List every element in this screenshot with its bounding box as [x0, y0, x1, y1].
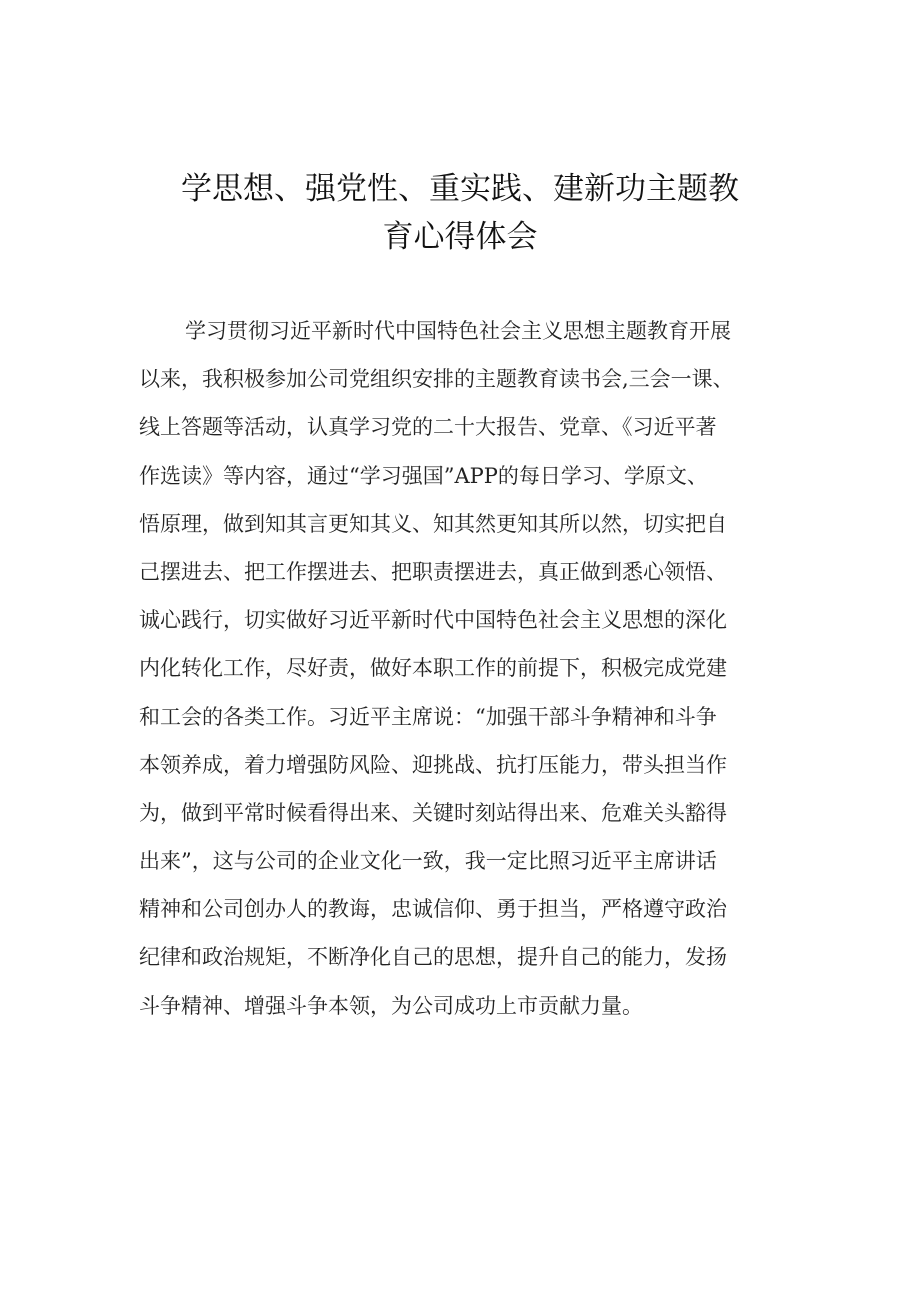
document-body	[139, 307, 799, 1030]
body-line: 为，做到平常时候看得出来、关键时刻站得出来、危难关头豁得	[139, 800, 727, 825]
body-line: 出来”，这与公司的企业文化一致，我一定比照习近平主席讲话	[139, 849, 717, 874]
body-line: 己摆进去、把工作摆进去、把职责摆进去，真正做到悉心领悟、	[139, 559, 727, 584]
title-line-1: 学思想、强党性、重实践、建新功主题教	[181, 171, 739, 207]
body-line: 线上答题等活动，认真学习党的二十大报告、党章、《习近平著	[139, 415, 717, 440]
body-line: 内化转化工作，尽好责，做好本职工作的前提下，积极完成党建	[139, 656, 727, 681]
body-line: 斗争精神、增强斗争本领，为公司成功上市贡献力量。	[139, 993, 643, 1018]
body-line: 以来，我积极参加公司党组织安排的主题教育读书会,三会一课、	[139, 367, 734, 392]
body-line: 和工会的各类工作。习近平主席说：“加强干部斗争精神和斗争	[139, 704, 717, 729]
body-line: 诚心践行，切实做好习近平新时代中国特色社会主义思想的深化	[139, 608, 727, 633]
title-line-2: 育心得体会	[382, 219, 538, 255]
body-line: 悟原理，做到知其言更知其义、知其然更知其所以然，切实把自	[139, 511, 727, 536]
body-line: 纪律和政治规矩，不断净化自己的思想，提升自己的能力，发扬	[139, 945, 727, 970]
body-line: 精神和公司创办人的教诲，忠诚信仰、勇于担当，严格遵守政治	[139, 897, 727, 922]
document-title	[140, 165, 780, 261]
body-line: 作选读》等内容，通过“学习强国”APP的每日学习、学原文、	[139, 463, 708, 488]
body-line: 本领养成，着力增强防风险、迎挑战、抗打压能力，带头担当作	[139, 752, 727, 777]
body-line: 学习贯彻习近平新时代中国特色社会主义思想主题教育开展	[185, 319, 731, 343]
